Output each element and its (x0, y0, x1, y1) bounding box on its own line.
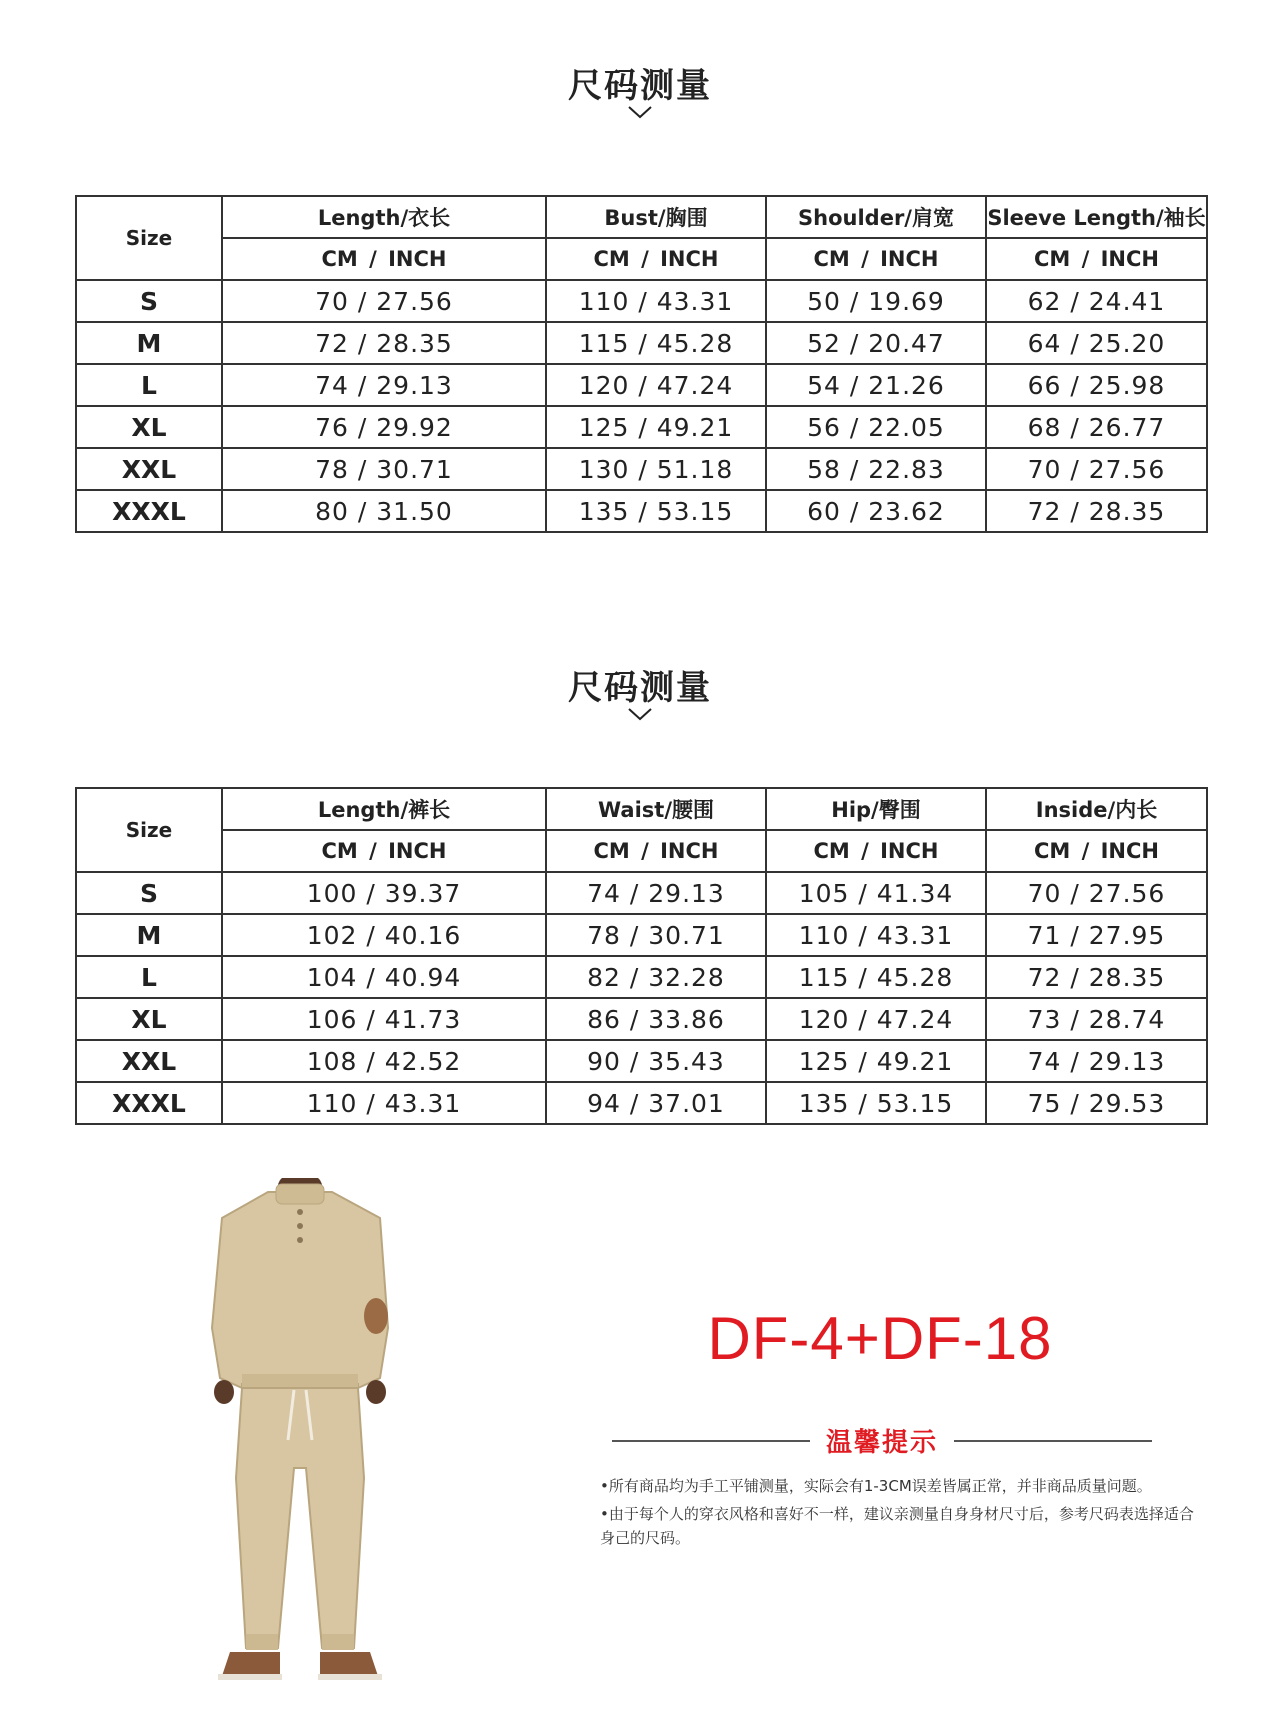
unit-header: CM / INCH (986, 238, 1207, 280)
value-cell: 75 / 29.53 (986, 1082, 1207, 1124)
value-cell: 90 / 35.43 (546, 1040, 766, 1082)
column-header-inside: Inside/内长 (986, 788, 1207, 830)
value-cell: 94 / 37.01 (546, 1082, 766, 1124)
value-cell: 58 / 22.83 (766, 448, 986, 490)
value-cell: 76 / 29.92 (222, 406, 546, 448)
table-row (76, 490, 1207, 532)
value-cell: 125 / 49.21 (766, 1040, 986, 1082)
table-row (76, 914, 1207, 956)
product-code-label: DF-4+DF-18 (707, 1305, 1053, 1372)
value-cell: 104 / 40.94 (222, 956, 546, 998)
value-cell: 82 / 32.28 (546, 956, 766, 998)
value-cell: 72 / 28.35 (986, 956, 1207, 998)
value-cell: 110 / 43.31 (222, 1082, 546, 1124)
column-header-hip: Hip/臀围 (766, 788, 986, 830)
size-column-header: Size (76, 788, 222, 872)
size-cell: S (76, 280, 222, 322)
column-header-length: Length/裤长 (222, 788, 546, 830)
column-header-length: Length/衣长 (222, 196, 546, 238)
value-cell: 56 / 22.05 (766, 406, 986, 448)
value-cell: 135 / 53.15 (546, 490, 766, 532)
size-cell: XXL (76, 448, 222, 490)
unit-header: CM / INCH (766, 830, 986, 872)
value-cell: 52 / 20.47 (766, 322, 986, 364)
pants-section-title: 尺码测量 (568, 668, 712, 708)
size-column-header: Size (76, 196, 222, 280)
value-cell: 86 / 33.86 (546, 998, 766, 1040)
value-cell: 110 / 43.31 (766, 914, 986, 956)
table-row (76, 448, 1207, 490)
size-cell: XXXL (76, 1082, 222, 1124)
unit-header: CM / INCH (546, 238, 766, 280)
table-row (76, 998, 1207, 1040)
chevron-down-icon (627, 706, 653, 722)
value-cell: 115 / 45.28 (766, 956, 986, 998)
value-cell: 54 / 21.26 (766, 364, 986, 406)
note-text: •由于每个人的穿衣风格和喜好不一样，建议亲测量自身身材尺寸后，参考尺码表选择适合身己的尺码。 (600, 1505, 1194, 1547)
value-cell: 74 / 29.13 (222, 364, 546, 406)
table-row (76, 1082, 1207, 1124)
chevron-down-icon (627, 104, 653, 120)
value-cell: 125 / 49.21 (546, 406, 766, 448)
value-cell: 74 / 29.13 (986, 1040, 1207, 1082)
divider (954, 1440, 1152, 1442)
size-cell: XL (76, 998, 222, 1040)
note-text: •所有商品均为手工平铺测量，实际会有1-3CM误差皆属正常，并非商品质量问题。 (600, 1477, 1152, 1495)
value-cell: 120 / 47.24 (546, 364, 766, 406)
value-cell: 100 / 39.37 (222, 872, 546, 914)
value-cell: 115 / 45.28 (546, 322, 766, 364)
table-row (76, 1040, 1207, 1082)
value-cell: 60 / 23.62 (766, 490, 986, 532)
value-cell: 50 / 19.69 (766, 280, 986, 322)
value-cell: 68 / 26.77 (986, 406, 1207, 448)
tops-section-title: 尺码测量 (568, 66, 712, 106)
value-cell: 72 / 28.35 (222, 322, 546, 364)
value-cell: 135 / 53.15 (766, 1082, 986, 1124)
value-cell: 108 / 42.52 (222, 1040, 546, 1082)
unit-header: CM / INCH (222, 830, 546, 872)
pants-size-table (75, 787, 1208, 1125)
table-row (76, 406, 1207, 448)
size-cell: M (76, 322, 222, 364)
size-cell: XXXL (76, 490, 222, 532)
value-cell: 120 / 47.24 (766, 998, 986, 1040)
unit-header: CM / INCH (546, 830, 766, 872)
table-row (76, 322, 1207, 364)
table-row (76, 364, 1207, 406)
table-row (76, 280, 1207, 322)
value-cell: 70 / 27.56 (222, 280, 546, 322)
table-row (76, 956, 1207, 998)
unit-header: CM / INCH (766, 238, 986, 280)
value-cell: 74 / 29.13 (546, 872, 766, 914)
size-cell: S (76, 872, 222, 914)
value-cell: 66 / 25.98 (986, 364, 1207, 406)
tops-size-table (75, 195, 1208, 533)
size-cell: L (76, 364, 222, 406)
unit-header: CM / INCH (222, 238, 546, 280)
size-cell: L (76, 956, 222, 998)
value-cell: 110 / 43.31 (546, 280, 766, 322)
column-header-waist: Waist/腰围 (546, 788, 766, 830)
value-cell: 71 / 27.95 (986, 914, 1207, 956)
tips-title: 温馨提示 (825, 1428, 938, 1458)
value-cell: 78 / 30.71 (222, 448, 546, 490)
size-cell: XL (76, 406, 222, 448)
value-cell: 130 / 51.18 (546, 448, 766, 490)
column-header-sleeve-length: Sleeve Length/袖长 (986, 196, 1207, 238)
value-cell: 78 / 30.71 (546, 914, 766, 956)
value-cell: 70 / 27.56 (986, 872, 1207, 914)
value-cell: 72 / 28.35 (986, 490, 1207, 532)
unit-header: CM / INCH (986, 830, 1207, 872)
value-cell: 105 / 41.34 (766, 872, 986, 914)
value-cell: 64 / 25.20 (986, 322, 1207, 364)
column-header-shoulder: Shoulder/肩宽 (766, 196, 986, 238)
divider (612, 1440, 810, 1442)
size-cell: M (76, 914, 222, 956)
value-cell: 62 / 24.41 (986, 280, 1207, 322)
size-cell: XXL (76, 1040, 222, 1082)
value-cell: 102 / 40.16 (222, 914, 546, 956)
product-model-image (118, 1178, 478, 1698)
column-header-bust: Bust/胸围 (546, 196, 766, 238)
value-cell: 80 / 31.50 (222, 490, 546, 532)
table-row (76, 872, 1207, 914)
value-cell: 73 / 28.74 (986, 998, 1207, 1040)
value-cell: 106 / 41.73 (222, 998, 546, 1040)
tips-notes (600, 1474, 1200, 1554)
value-cell: 70 / 27.56 (986, 448, 1207, 490)
